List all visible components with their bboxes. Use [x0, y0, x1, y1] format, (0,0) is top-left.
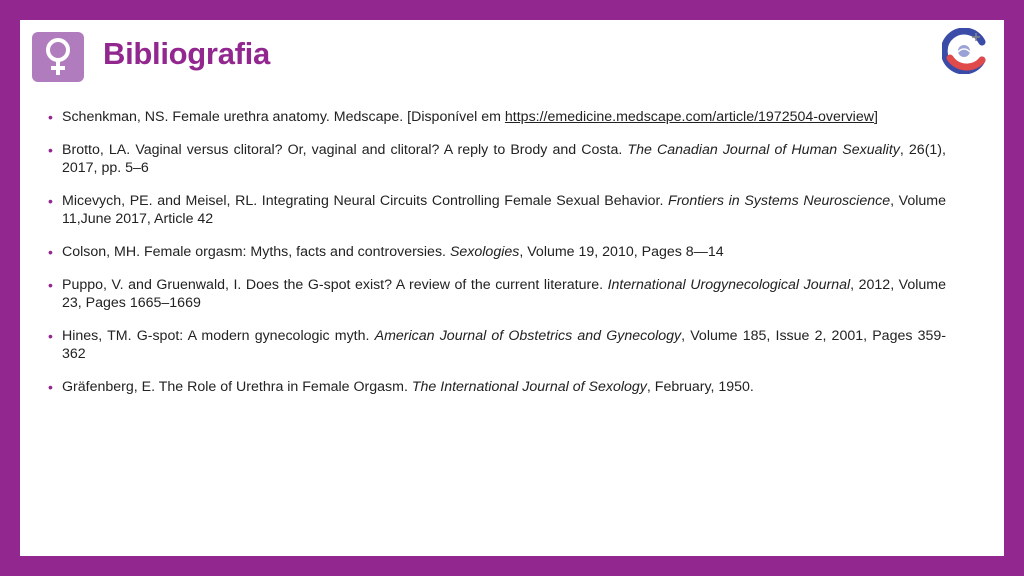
reference-item — [48, 276, 946, 312]
reference-journal: American Journal of Obstetrics and Gynecology — [374, 328, 682, 344]
bullet: • — [48, 142, 53, 158]
reference-text: Brotto, LA. Vaginal versus clitoral? Or, vaginal and clitoral? A reply to Brody and Costa. — [62, 142, 628, 158]
reference-text: Schenkman, NS. Female urethra anatomy. Medscape. [Disponível em — [62, 109, 505, 125]
reference-text: , Volume 19, 2010, Pages 8—14 — [519, 244, 724, 260]
bullet: • — [48, 244, 53, 260]
reference-item — [48, 378, 946, 396]
reference-text: , Volume 11,June 2017, Article 42 — [62, 193, 946, 227]
reference-text: , 2012, Volume 23, Pages 1665–1669 — [62, 277, 946, 311]
reference-item — [48, 141, 946, 177]
reference-text: Micevych, PE. and Meisel, RL. Integrating Neural Circuits Controlling Female Sexual Behavior. — [62, 193, 669, 209]
bullet: • — [48, 109, 53, 125]
bibliography-list — [48, 108, 947, 411]
reference-text: Gräfenberg, E. The Role of Urethra in Female Orgasm. — [62, 379, 412, 395]
reference-journal: Frontiers in Systems Neuroscience — [668, 193, 891, 209]
reference-journal: The Canadian Journal of Human Sexuality — [627, 142, 900, 158]
reference-text: , 26(1), 2017, pp. 5–6 — [62, 142, 946, 176]
reference-text: Hines, TM. G-spot: A modern gynecologic myth. — [62, 328, 375, 344]
reference-text: Colson, MH. Female orgasm: Myths, facts and controversies. — [62, 244, 450, 260]
reference-item — [48, 108, 946, 126]
reference-text: , Volume 185, Issue 2, 2001, Pages 359-362 — [62, 328, 947, 362]
venus-badge — [32, 32, 84, 82]
bullet: • — [48, 193, 53, 209]
venus-symbol-icon — [43, 37, 73, 77]
reference-journal: Sexologies — [449, 244, 520, 260]
reference-item — [48, 192, 946, 228]
reference-journal: The International Journal of Sexology — [411, 379, 647, 395]
slide — [20, 20, 1004, 556]
bullet: • — [48, 379, 53, 395]
bullet: • — [48, 277, 53, 293]
reference-text: ] — [873, 109, 878, 125]
clinic-logo-icon — [942, 28, 988, 74]
bullet: • — [48, 328, 53, 344]
reference-link[interactable]: https://emedicine.medscape.com/article/1972504-overview — [504, 109, 874, 125]
reference-text: Puppo, V. and Gruenwald, I. Does the G-spot exist? A review of the current literature. — [62, 277, 608, 293]
reference-item — [48, 327, 947, 363]
reference-journal: International Urogynecological Journal — [607, 277, 851, 293]
reference-text: , February, 1950. — [646, 379, 754, 395]
reference-item — [48, 243, 946, 261]
page-title: Bibliografia — [103, 36, 270, 71]
